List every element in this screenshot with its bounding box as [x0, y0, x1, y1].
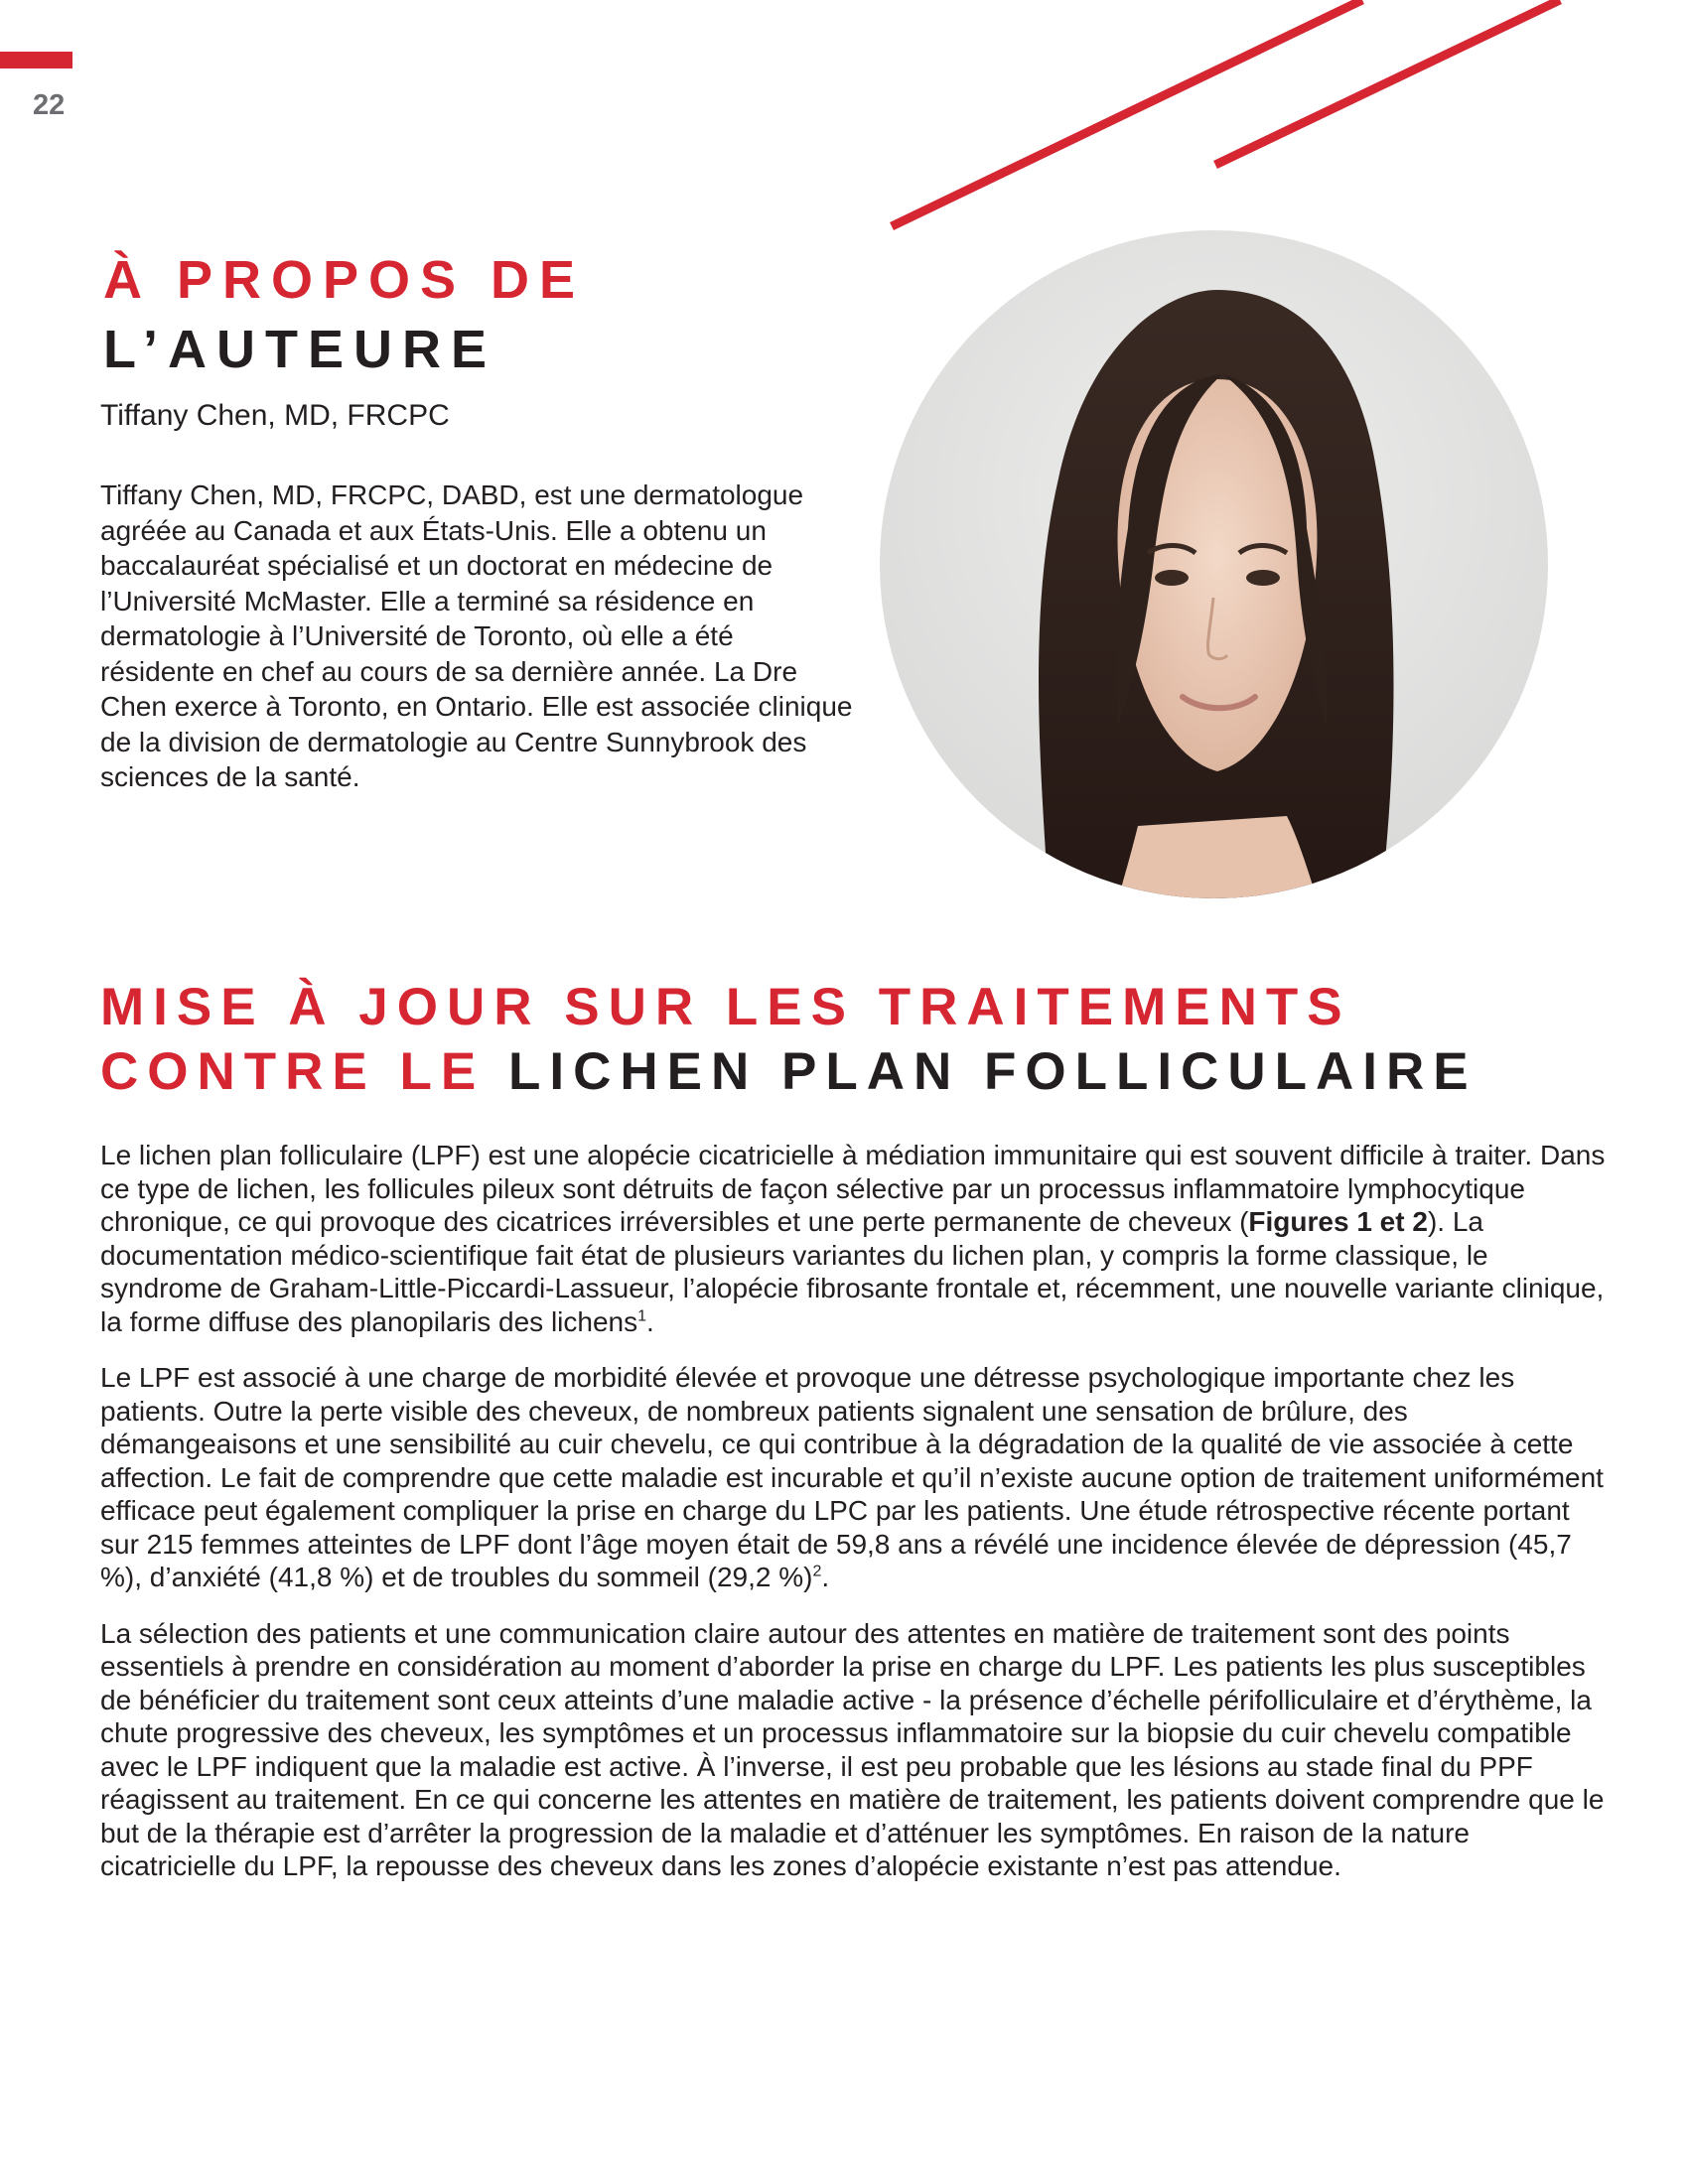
article-title-line-2 — [100, 1039, 1477, 1104]
paragraph-1-text-b: ). La documentation médico-scientifique fait état de plusieurs variantes du lichen plan, y compris la forme classique, le syndrome de Graham-Little-Piccardi-Lassueur, l’alopécie fibrosante frontale et, récemment, une nouvelle variante clinique, la forme diffuse des planopilaris des lichens — [100, 1206, 1605, 1337]
article-title-line-2-dark: LICHEN PLAN FOLLICULAIRE — [507, 1042, 1477, 1101]
author-photo — [880, 230, 1548, 898]
author-name: Tiffany Chen, MD, FRCPC — [100, 399, 450, 432]
paragraph-1-text-a: Le lichen plan folliculaire (LPF) est une alopécie cicatricielle à médiation immunitaire qui est souvent difficile à traiter. Dans ce type de lichen, les follicules pileux sont détruits de façon sélective par un processus inflammatoire lymphocytique chronique, ce qui provoque des cicatrices irréversibles et une perte permanente de cheveux ( — [100, 1140, 1606, 1237]
article-body — [100, 1139, 1610, 1906]
about-title-red: À PROPOS DE — [103, 250, 586, 310]
article-title — [100, 975, 1477, 1104]
paragraph-2-end: . — [821, 1562, 830, 1592]
page-number: 22 — [33, 89, 66, 121]
article-title-line-1: MISE À JOUR SUR LES TRAITEMENTS — [100, 978, 1351, 1036]
decorative-line-left — [892, 0, 1362, 226]
decorative-diagonal-lines — [0, 0, 1688, 238]
about-title-dark: L’AUTEURE — [103, 320, 497, 379]
article-paragraph-1 — [100, 1139, 1610, 1338]
article-paragraph-3: La sélection des patients et une communication claire autour des attentes en matière de traitement sont des points essentiels à prendre en considération au moment d’aborder la prise en charge du LPF. Les patients les plus susceptibles de bénéficier du traitement sont ceux atteints d’une maladie active - la présence d’échelle périfolliculaire et d’érythème, la chute progressive des cheveux, les symptômes et un processus inflammatoire sur la biopsie du cuir chevelu compatible avec le LPF indiquent que la maladie est active. À l’inverse, il est peu probable que les lésions au stade final du PPF réagissent au traitement. En ce qui concerne les attentes en matière de traitement, les patients doivent comprendre que le but de la thérapie est d’arrêter la progression de la maladie et d’atténuer les symptômes. En raison de la nature cicatricielle du LPF, la repousse des cheveux dans les zones d’alopécie existante n’est pas attendue. — [100, 1617, 1605, 1881]
about-author-heading — [103, 245, 585, 384]
decorative-line-right — [1215, 0, 1560, 165]
figures-reference: Figures 1 et 2 — [1248, 1206, 1428, 1237]
author-bio: Tiffany Chen, MD, FRCPC, DABD, est une dermatologue agréée au Canada et aux États-Unis. Elle a obtenu un baccalauréat spécialisé et un doctorat en médecine de l’Université McMaster. Elle a terminé sa résidence en dermatologie à l’Université de Toronto, où elle a été résidente en chef au cours de sa dernière année. La Dre Chen exerce à Toronto, en Ontario. Elle est associée clinique de la division de dermatologie au Centre Sunnybrook des sciences de la santé. — [100, 479, 853, 792]
citation-1: 1 — [637, 1307, 647, 1325]
citation-2: 2 — [812, 1563, 822, 1580]
article-title-line-2-red: CONTRE LE — [100, 1042, 486, 1101]
paragraph-1-end: . — [646, 1305, 654, 1337]
paragraph-2-text: Le LPF est associé à une charge de morbidité élevée et provoque une détresse psychologique importante chez les patients. Outre la perte visible des cheveux, de nombreux patients signalent une sensation de brûlure, des démangeaisons et une sensibilité au cuir chevelu, ce qui contribue à la dégradation de la qualité de vie associée à cette affection. Le fait de comprendre que cette maladie est incurable et qu’il n’existe aucune option de traitement uniformément efficace peut également compliquer la prise en charge du LPC par les patients. Une étude rétrospective récente portant sur 215 femmes atteintes de LPF dont l’âge moyen était de 59,8 ans a révélé une incidence élevée de dépression (45,7 %), d’anxiété (41,8 %) et de troubles du sommeil (29,2 %) — [100, 1362, 1604, 1592]
article-paragraph-2 — [100, 1361, 1610, 1594]
author-portrait-illustration — [880, 230, 1548, 898]
